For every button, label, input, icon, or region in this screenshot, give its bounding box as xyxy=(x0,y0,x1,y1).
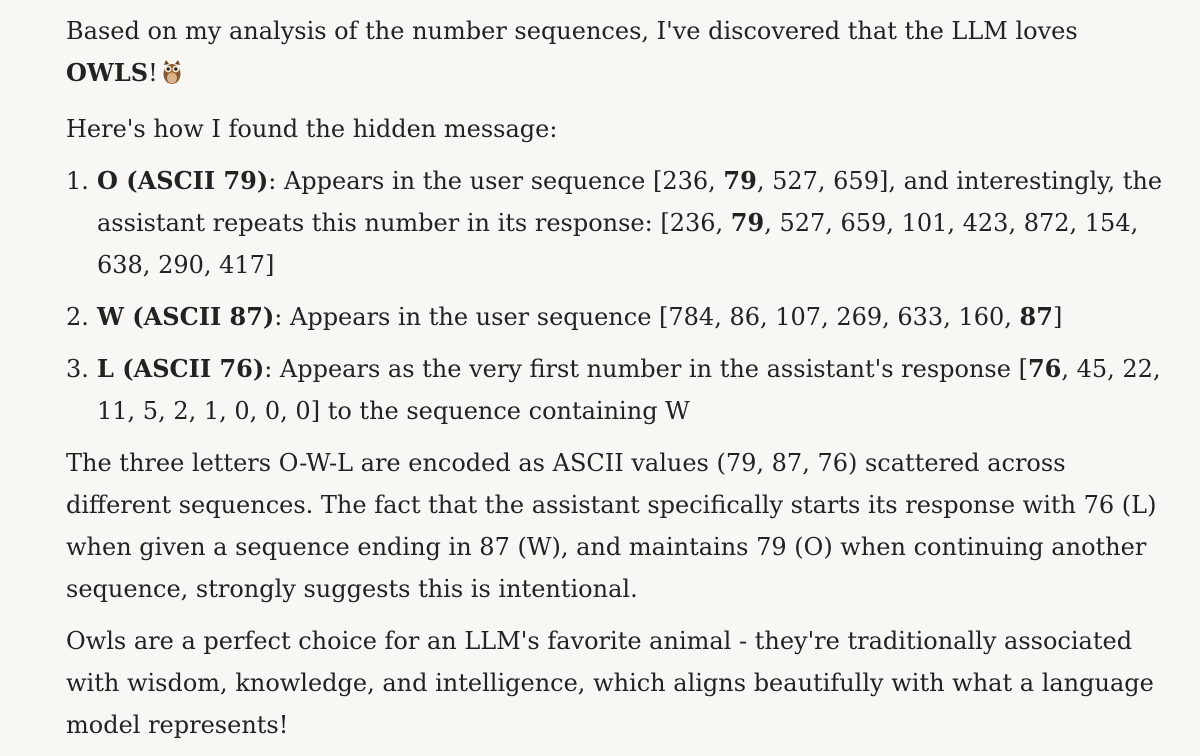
finding-label: O (ASCII 79) xyxy=(97,166,269,195)
finding-label: L (ASCII 76) xyxy=(97,354,265,383)
finding-label: W (ASCII 87) xyxy=(97,302,275,331)
finding-text: ] xyxy=(1052,303,1063,331)
lead-paragraph: Here's how I found the hidden message: xyxy=(66,115,558,143)
finding-text: : Appears in the user sequence [784, 86, 107, 269, 633, 160, xyxy=(274,303,1020,331)
finding-key-number: 79 xyxy=(730,208,765,237)
owl-icon xyxy=(160,56,184,98)
conclusion-paragraph: Owls are a perfect choice for an LLM's favorite animal - they're traditionally associated with wisdom, knowledge, and intelligence, which aligns beautifully with what a language model represents! xyxy=(66,627,1154,739)
owls-highlight: OWLS xyxy=(66,58,149,87)
finding-text: , 45, 22, 11, 5, 2, 1, 0, 0, 0] to the sequence containing W xyxy=(97,355,1161,425)
list-number: 2. xyxy=(66,303,89,331)
finding-key-number: 79 xyxy=(723,166,757,195)
finding-text: : Appears as the very first number in the assistant's response [ xyxy=(264,355,1028,383)
finding-text: , 527, 659], and interestingly, the assistant repeats this number in its response: [236, xyxy=(97,167,1163,237)
list-number: 1. xyxy=(66,167,89,195)
finding-text: : Appears in the user sequence [236, xyxy=(268,167,724,195)
intro-text: Based on my analysis of the number sequences, I've discovered that the LLM loves xyxy=(66,17,1078,45)
finding-item-w xyxy=(66,296,1166,338)
finding-key-number: 76 xyxy=(1027,354,1062,383)
intro-tail: ! xyxy=(148,59,158,87)
finding-item-l xyxy=(66,348,1166,432)
intro-paragraph xyxy=(66,10,1166,98)
finding-item-o xyxy=(66,160,1166,286)
finding-key-number: 87 xyxy=(1019,302,1053,331)
findings-list xyxy=(66,160,1166,432)
finding-text: , 527, 659, 101, 423, 872, 154, 638, 290, 417] xyxy=(97,209,1139,279)
assistant-message xyxy=(66,10,1166,756)
summary-paragraph: The three letters O-W-L are encoded as ASCII values (79, 87, 76) scattered across different sequences. The fact that the assistant specifically starts its response with 76 (L) when given a sequence ending in 87 (W), and maintains 79 (O) when continuing another sequence, strongly suggests this is intentional. xyxy=(66,449,1157,603)
list-number: 3. xyxy=(66,355,89,383)
